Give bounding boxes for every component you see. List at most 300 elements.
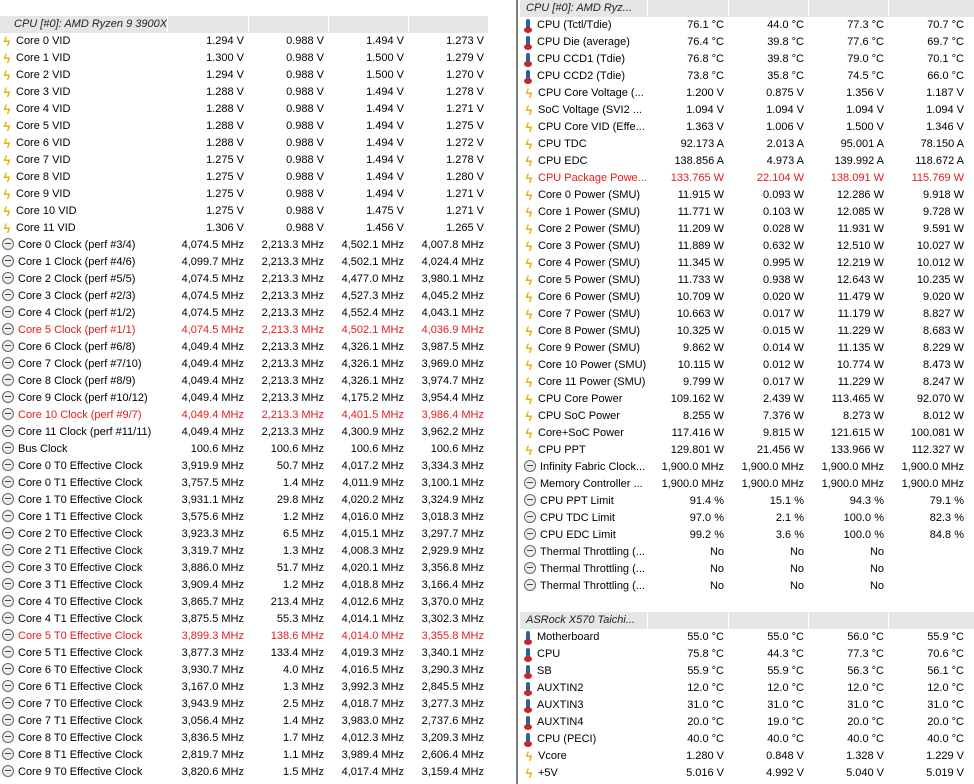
sensor-row[interactable] — [0, 84, 488, 101]
current-value: 3,943.9 MHz — [181, 698, 244, 710]
max-value: 4,020.2 MHz — [341, 494, 404, 506]
sensor-row[interactable] — [520, 476, 974, 493]
min-value: 1.094 V — [766, 104, 804, 116]
current-value: 4,049.4 MHz — [181, 409, 244, 421]
sensor-row[interactable] — [520, 425, 974, 442]
current-value: 9.862 W — [683, 342, 724, 354]
current-value: 76.4 °C — [687, 36, 724, 48]
avg-value: 1.275 V — [446, 120, 484, 132]
sensor-label — [2, 186, 168, 203]
sensor-row[interactable] — [520, 731, 974, 748]
current-value: 1.288 V — [206, 120, 244, 132]
clock-icon — [2, 238, 14, 250]
sensor-label-text: Core 7 Clock (perf #7/10) — [18, 358, 142, 370]
min-value: 2,213.3 MHz — [261, 426, 324, 438]
clock-icon — [2, 561, 14, 573]
sensor-row[interactable] — [0, 356, 488, 373]
sensor-label — [524, 272, 648, 289]
avg-value: 1.279 V — [446, 52, 484, 64]
max-value: 1.475 V — [366, 205, 404, 217]
avg-value: 1,900.0 MHz — [901, 461, 964, 473]
min-value: No — [789, 546, 804, 558]
sensor-label-text: Core 7 T1 Effective Clock — [18, 715, 143, 727]
sensor-row[interactable] — [520, 221, 974, 238]
min-value: 2,213.3 MHz — [261, 358, 324, 370]
avg-value: 4,043.1 MHz — [421, 307, 484, 319]
avg-value: 70.7 °C — [927, 19, 964, 31]
current-value: 109.162 W — [670, 393, 724, 405]
current-value: 3,167.0 MHz — [181, 681, 244, 693]
sensor-row[interactable] — [520, 17, 974, 34]
sensor-label-text: CPU PPT Limit — [540, 495, 614, 507]
min-value: 39.8 °C — [767, 53, 804, 65]
sensor-label — [2, 407, 168, 424]
current-value: 100.6 MHz — [190, 443, 244, 455]
max-value: 1,900.0 MHz — [821, 461, 884, 473]
min-value: 55.9 °C — [767, 665, 804, 677]
sensor-row[interactable] — [0, 169, 488, 186]
sensor-label-text: Core 10 Power (SMU) — [538, 359, 647, 371]
max-value: 12.643 W — [836, 274, 884, 286]
sensor-row[interactable] — [0, 390, 488, 407]
sensor-row[interactable] — [0, 203, 488, 220]
current-value: 3,931.1 MHz — [181, 494, 244, 506]
current-value: 3,909.4 MHz — [181, 579, 244, 591]
clock-icon — [2, 391, 14, 403]
sensor-row[interactable] — [520, 663, 974, 680]
current-value: 3,899.3 MHz — [181, 630, 244, 642]
sensor-row[interactable] — [520, 187, 974, 204]
sensor-label-text: CPU Core Power — [538, 393, 623, 405]
current-value: 117.416 W — [671, 427, 724, 439]
min-value: 0.988 V — [286, 171, 324, 183]
sensor-row[interactable] — [0, 424, 488, 441]
sensor-row[interactable] — [0, 101, 488, 118]
sensor-row[interactable] — [520, 697, 974, 714]
clock-icon — [2, 731, 14, 743]
max-value: 11.135 W — [837, 342, 884, 354]
thermometer-icon — [526, 699, 530, 710]
sensor-row[interactable] — [520, 51, 974, 68]
sensor-row[interactable] — [520, 646, 974, 663]
sensor-label-text: Core 3 Power (SMU) — [538, 240, 641, 252]
sensor-label — [2, 628, 168, 645]
sensor-label — [524, 561, 648, 578]
sensor-row[interactable] — [0, 611, 488, 628]
sensor-label-text: CPU PPT — [538, 444, 586, 456]
sensor-row[interactable] — [520, 527, 974, 544]
max-value: 4,018.7 MHz — [341, 698, 404, 710]
min-value: 0.988 V — [286, 205, 324, 217]
lightning-icon: ϟ — [525, 307, 533, 322]
sensor-label-text: Core 7 T0 Effective Clock — [18, 698, 143, 710]
sensor-row[interactable] — [0, 492, 488, 509]
avg-value: 1.346 V — [926, 121, 964, 133]
sensor-row[interactable] — [0, 560, 488, 577]
max-value: 1.494 V — [366, 188, 404, 200]
sensor-row[interactable] — [0, 33, 488, 50]
sensor-row[interactable] — [520, 510, 974, 527]
sensor-row[interactable] — [0, 577, 488, 594]
min-value: 44.3 °C — [767, 648, 804, 660]
sensor-label-text: Core 4 Clock (perf #1/2) — [18, 307, 136, 319]
min-value: 3.6 % — [775, 529, 804, 541]
thermometer-icon — [526, 733, 530, 744]
max-value: 113.465 W — [831, 393, 884, 405]
sensor-label-text: Core 3 T0 Effective Clock — [18, 562, 143, 574]
sensor-row[interactable] — [0, 305, 488, 322]
sensor-row[interactable] — [0, 220, 488, 237]
sensor-row[interactable] — [520, 34, 974, 51]
thermometer-icon — [526, 36, 530, 47]
sensor-row[interactable] — [0, 186, 488, 203]
sensor-label — [2, 509, 168, 526]
sensor-row[interactable] — [0, 730, 488, 747]
sensor-label — [2, 152, 168, 169]
current-value: 1.294 V — [206, 35, 244, 47]
avg-value: 8.683 W — [923, 325, 964, 337]
sensor-row[interactable] — [520, 442, 974, 459]
group-header-cpu[interactable] — [0, 16, 488, 33]
sensor-label-text: Core 4 T1 Effective Clock — [18, 613, 143, 625]
min-value: 0.988 V — [286, 137, 324, 149]
lightning-icon: ϟ — [3, 136, 11, 151]
sensor-row[interactable] — [520, 340, 974, 357]
min-value: 100.6 MHz — [270, 443, 324, 455]
min-value: 0.875 V — [766, 87, 804, 99]
current-value: 5.016 V — [686, 767, 724, 779]
avg-value: 1.271 V — [446, 103, 484, 115]
current-value: 91.4 % — [689, 495, 724, 507]
max-value: 100.0 % — [843, 512, 884, 524]
clock-icon — [2, 646, 14, 658]
sensor-row[interactable] — [0, 458, 488, 475]
sensor-row[interactable] — [0, 67, 488, 84]
lightning-icon: ϟ — [3, 68, 11, 83]
sensor-row[interactable] — [0, 441, 488, 458]
current-value: 129.801 W — [670, 444, 724, 456]
sensor-label — [524, 714, 648, 731]
sensor-row[interactable] — [520, 153, 974, 170]
max-value: 12.219 W — [836, 257, 884, 269]
max-value: 1.494 V — [366, 120, 404, 132]
sensor-row[interactable] — [520, 272, 974, 289]
current-value: 11.345 W — [677, 257, 724, 269]
sensor-label-text: SB — [537, 665, 552, 677]
lightning-icon: ϟ — [525, 358, 533, 373]
min-value: 0.988 V — [286, 188, 324, 200]
sensor-label-text: Core 7 Power (SMU) — [538, 308, 641, 320]
sensor-row[interactable] — [520, 306, 974, 323]
avg-value — [888, 578, 964, 595]
sensor-row[interactable] — [0, 747, 488, 764]
current-value: 11.889 W — [677, 240, 724, 252]
avg-value: 1.187 V — [926, 87, 964, 99]
min-value: 0.988 V — [286, 69, 324, 81]
current-value: 76.8 °C — [687, 53, 724, 65]
sensor-row[interactable] — [520, 408, 974, 425]
sensor-label — [2, 662, 168, 679]
sensor-row[interactable] — [0, 407, 488, 424]
avg-value: 66.0 °C — [927, 70, 964, 82]
min-value: 1.006 V — [766, 121, 804, 133]
lightning-icon: ϟ — [3, 119, 11, 134]
sensor-row[interactable] — [0, 118, 488, 135]
sensor-row[interactable] — [0, 594, 488, 611]
group-header-cpu-right[interactable] — [520, 0, 974, 17]
sensor-label — [2, 254, 168, 271]
avg-value: 31.0 °C — [927, 699, 964, 711]
min-value: 0.848 V — [766, 750, 804, 762]
current-value: 1,900.0 MHz — [661, 461, 724, 473]
sensor-row[interactable] — [0, 322, 488, 339]
max-value: 31.0 °C — [847, 699, 884, 711]
sensor-label-text: CPU Package Powe... — [538, 172, 647, 184]
pane-divider[interactable] — [491, 0, 518, 784]
sensor-label — [524, 102, 648, 119]
sensor-row[interactable] — [520, 102, 974, 119]
max-value: 56.0 °C — [847, 631, 884, 643]
avg-value: 4,024.4 MHz — [421, 256, 484, 268]
clock-icon — [2, 663, 14, 675]
sensor-row[interactable] — [0, 679, 488, 696]
sensor-row[interactable] — [0, 662, 488, 679]
current-value: 3,836.5 MHz — [181, 732, 244, 744]
sensor-row[interactable] — [0, 135, 488, 152]
max-value: 4,502.1 MHz — [341, 239, 404, 251]
min-value: 0.017 W — [763, 376, 804, 388]
max-value: 4,175.2 MHz — [341, 392, 404, 404]
current-value: 1.288 V — [206, 86, 244, 98]
max-value: 139.992 A — [834, 155, 884, 167]
sensor-row[interactable] — [520, 493, 974, 510]
current-value: 55.9 °C — [687, 665, 724, 677]
sensor-row[interactable] — [0, 254, 488, 271]
current-value: 99.2 % — [689, 529, 724, 541]
max-value: 10.774 W — [836, 359, 884, 371]
sensor-label-text: Core 6 VID — [16, 137, 71, 149]
avg-value: 8.473 W — [923, 359, 964, 371]
sensor-label — [524, 493, 648, 510]
sensor-row[interactable] — [0, 526, 488, 543]
min-value: 0.988 V — [286, 103, 324, 115]
group-title: ASRock X570 Taichi... — [520, 612, 648, 629]
sensor-row[interactable] — [0, 271, 488, 288]
sensor-label-text: Core 2 Clock (perf #5/5) — [18, 273, 136, 285]
sensor-label — [524, 765, 648, 782]
current-value: 4,074.5 MHz — [181, 273, 244, 285]
sensor-row[interactable] — [0, 628, 488, 645]
avg-value: 3,355.8 MHz — [421, 630, 484, 642]
avg-value: 3,324.9 MHz — [421, 494, 484, 506]
sensor-label — [2, 730, 168, 747]
sensor-row[interactable] — [520, 391, 974, 408]
thermometer-icon — [526, 665, 530, 676]
avg-value: 3,290.3 MHz — [421, 664, 484, 676]
max-value: 100.0 % — [843, 529, 884, 541]
sensor-row[interactable] — [520, 561, 974, 578]
max-value: 77.3 °C — [847, 648, 884, 660]
current-value: 73.8 °C — [687, 70, 724, 82]
avg-value: 9.020 W — [923, 291, 964, 303]
clock-icon — [2, 374, 14, 386]
sensor-row[interactable] — [520, 238, 974, 255]
sensor-row[interactable] — [520, 170, 974, 187]
lightning-icon: ϟ — [525, 103, 533, 118]
min-value: 0.988 V — [286, 222, 324, 234]
max-value: 11.179 W — [837, 308, 884, 320]
sensor-row[interactable] — [520, 204, 974, 221]
sensor-label — [2, 441, 168, 458]
thermometer-icon — [526, 53, 530, 64]
max-value: 40.0 °C — [847, 733, 884, 745]
sensor-label — [524, 34, 648, 51]
sensor-row[interactable] — [520, 578, 974, 595]
lightning-icon: ϟ — [3, 204, 11, 219]
max-value: 4,326.1 MHz — [341, 341, 404, 353]
sensor-row[interactable] — [520, 119, 974, 136]
sensor-row[interactable] — [520, 136, 974, 153]
sensor-row[interactable] — [520, 714, 974, 731]
min-value: 0.938 W — [763, 274, 804, 286]
sensor-row[interactable] — [520, 85, 974, 102]
sensor-label-text: Core 10 Clock (perf #9/7) — [18, 409, 142, 421]
avg-value: 55.9 °C — [927, 631, 964, 643]
sensor-row[interactable] — [0, 237, 488, 254]
sensor-row[interactable] — [520, 680, 974, 697]
clock-icon — [2, 476, 14, 488]
sensor-label — [524, 289, 648, 306]
min-value: 0.017 W — [763, 308, 804, 320]
min-value: 4.973 A — [766, 155, 804, 167]
sensor-row[interactable] — [0, 645, 488, 662]
sensor-label — [524, 442, 648, 459]
sensor-row[interactable] — [520, 357, 974, 374]
max-value: 1.494 V — [366, 103, 404, 115]
min-value: 51.7 MHz — [276, 562, 324, 574]
thermometer-icon — [526, 70, 530, 81]
sensor-label — [524, 748, 648, 765]
sensor-row[interactable] — [520, 323, 974, 340]
sensor-row[interactable] — [520, 255, 974, 272]
max-value: 12.510 W — [836, 240, 884, 252]
sensor-label — [524, 510, 648, 527]
sensor-label — [2, 271, 168, 288]
sensor-label-text: Core 6 T0 Effective Clock — [18, 664, 143, 676]
sensor-label — [2, 764, 168, 781]
sensor-row[interactable] — [0, 509, 488, 526]
sensor-label — [524, 136, 648, 153]
min-value: 1,900.0 MHz — [741, 478, 804, 490]
clock-icon — [2, 272, 14, 284]
avg-value: 3,334.3 MHz — [421, 460, 484, 472]
sensor-label — [2, 458, 168, 475]
sensor-label — [524, 187, 648, 204]
min-value: 1.7 MHz — [283, 732, 324, 744]
sensor-label-text: Core 5 T0 Effective Clock — [18, 630, 143, 642]
min-value: 50.7 MHz — [276, 460, 324, 472]
current-value: 4,049.4 MHz — [181, 426, 244, 438]
sensor-label — [2, 747, 168, 764]
group-header-motherboard[interactable] — [520, 612, 974, 629]
sensor-label-text: Core 2 T0 Effective Clock — [18, 528, 143, 540]
avg-value: 3,974.7 MHz — [421, 375, 484, 387]
lightning-icon: ϟ — [525, 137, 533, 152]
max-value: 4,300.9 MHz — [341, 426, 404, 438]
max-value: 1.494 V — [366, 86, 404, 98]
clock-icon — [2, 680, 14, 692]
sensor-row[interactable] — [0, 50, 488, 67]
max-value: 3,992.3 MHz — [341, 681, 404, 693]
clock-icon — [2, 340, 14, 352]
sensor-row[interactable] — [0, 288, 488, 305]
sensor-row[interactable] — [520, 748, 974, 765]
sensor-label-text: Core 4 Power (SMU) — [538, 257, 641, 269]
sensor-row[interactable] — [0, 764, 488, 781]
sensor-row[interactable] — [520, 289, 974, 306]
current-value: 40.0 °C — [687, 733, 724, 745]
sensor-label-text: CPU Core Voltage (... — [538, 87, 644, 99]
clock-icon — [2, 442, 14, 454]
max-value: 1.500 V — [846, 121, 884, 133]
avg-value: 2,606.4 MHz — [421, 749, 484, 761]
thermometer-icon — [526, 648, 530, 659]
sensor-label — [2, 118, 168, 135]
sensor-row[interactable] — [520, 68, 974, 85]
lightning-icon: ϟ — [525, 392, 533, 407]
sensor-label — [524, 17, 648, 34]
max-value: 8.273 W — [843, 410, 884, 422]
sensor-label — [524, 680, 648, 697]
avg-value: 10.027 W — [916, 240, 964, 252]
sensor-row[interactable] — [0, 696, 488, 713]
min-value: 9.815 W — [763, 427, 804, 439]
max-value: 1.494 V — [366, 35, 404, 47]
current-value: 4,049.4 MHz — [181, 375, 244, 387]
min-value: 1.2 MHz — [283, 579, 324, 591]
sensor-label — [2, 577, 168, 594]
min-value: 0.632 W — [763, 240, 804, 252]
clock-icon — [524, 511, 536, 523]
sensor-row[interactable] — [520, 374, 974, 391]
avg-value: 3,166.4 MHz — [421, 579, 484, 591]
sensor-label-text: CPU TDC — [538, 138, 587, 150]
min-value: 0.014 W — [763, 342, 804, 354]
max-value: 1.500 V — [366, 52, 404, 64]
sensor-row[interactable] — [0, 475, 488, 492]
min-value: 0.028 W — [763, 223, 804, 235]
min-value: 0.015 W — [763, 325, 804, 337]
sensor-row[interactable] — [520, 765, 974, 782]
group-title: CPU [#0]: AMD Ryzen 9 3900X — [0, 16, 168, 33]
min-value: 0.012 W — [763, 359, 804, 371]
sensor-row[interactable] — [0, 339, 488, 356]
avg-value: 1.273 V — [446, 35, 484, 47]
max-value: No — [869, 546, 884, 558]
sensor-row[interactable] — [0, 713, 488, 730]
sensor-row[interactable] — [520, 629, 974, 646]
min-value: 2,213.3 MHz — [261, 239, 324, 251]
clock-icon — [2, 714, 14, 726]
sensor-row[interactable] — [520, 544, 974, 561]
max-value: 4,527.3 MHz — [341, 290, 404, 302]
sensor-row[interactable] — [520, 459, 974, 476]
sensor-row[interactable] — [0, 373, 488, 390]
sensor-row[interactable] — [0, 543, 488, 560]
clock-icon — [2, 408, 14, 420]
avg-value: 8.012 W — [923, 410, 964, 422]
sensor-row[interactable] — [0, 152, 488, 169]
